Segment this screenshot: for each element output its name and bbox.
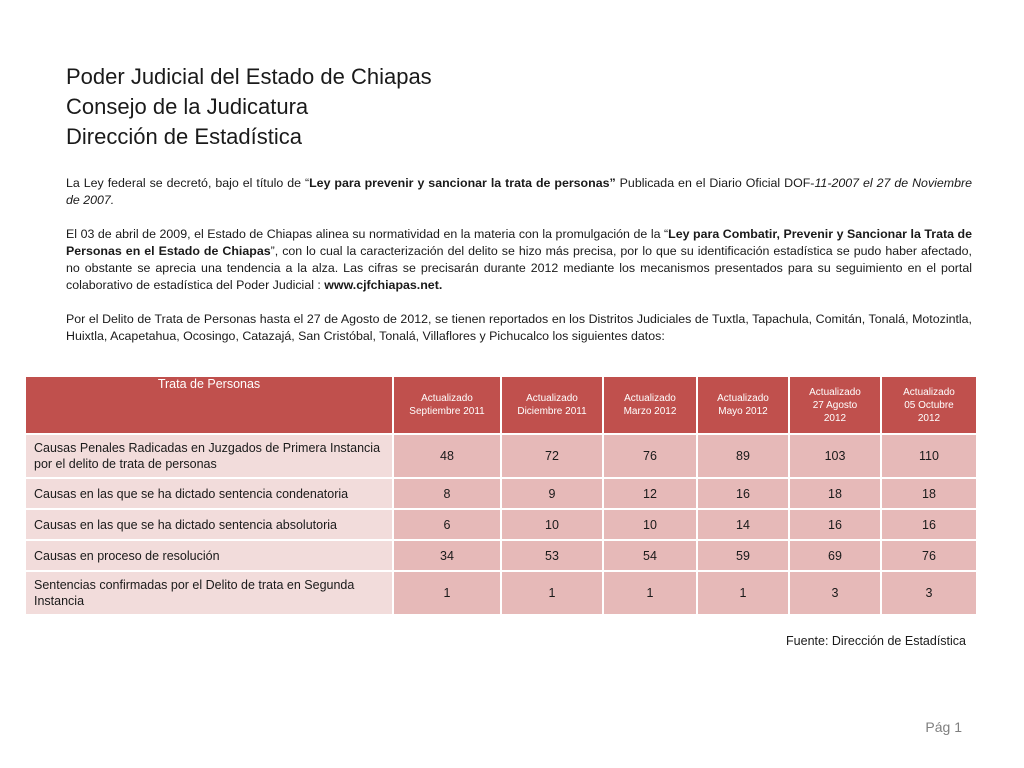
paragraph-ley-federal [66,175,972,209]
table-cell: 54 [603,540,697,571]
source-note: Fuente: Dirección de Estadística [786,634,966,648]
p2-url: www.cjfchiapas.net. [324,278,443,292]
table-row [25,434,977,478]
title-consejo: Consejo de la Judicatura [66,94,309,119]
col-header-ago-2012 [789,376,881,434]
paragraph-ley-chiapas [66,226,972,294]
table-cell: 14 [697,509,789,540]
table-cell: 1 [393,571,501,615]
table-cell: 76 [603,434,697,478]
table-cell: 89 [697,434,789,478]
table-cell: 3 [789,571,881,615]
table-row [25,509,977,540]
col-header-line: Diciembre 2011 [517,406,587,417]
table-row [25,571,977,615]
table-header-row [25,376,977,434]
trata-statistics-table [24,375,978,616]
table-cell: 59 [697,540,789,571]
paragraph-distritos: Por el Delito de Trata de Personas hasta el 27 de Agosto de 2012, se tienen reportados en los Distritos Judiciales de Tuxtla, Tapachula, Comitán, Tonalá, Motozintla, Huixtla, Acapetahua, Ocosingo, Catazajá, San Cristóbal, Tonalá, Villaflores y Pichucalco los siguientes datos: [66,312,972,343]
table-cell: 16 [697,478,789,509]
table-cell: 1 [697,571,789,615]
table-cell: 1 [501,571,603,615]
table-cell: 6 [393,509,501,540]
table-cell: 12 [603,478,697,509]
table-cell: 18 [881,478,977,509]
p1-law-title: Ley para prevenir y sancionar la trata de personas” [309,176,616,190]
table-cell: 48 [393,434,501,478]
col-header-mar-2012 [603,376,697,434]
table-cell: 10 [603,509,697,540]
table-cell: 72 [501,434,603,478]
table-cell: 10 [501,509,603,540]
col-header-line: 2012 [917,412,941,424]
p2-pre: El 03 de abril de 2009, el Estado de Chiapas alinea su normatividad en la materia con la promulgación de la “ [66,227,669,241]
row-label: Causas Penales Radicadas en Juzgados de Primera Instancia por el delito de trata de personas [25,434,393,478]
table-cell: 69 [789,540,881,571]
col-header-line: Actualizado [624,393,676,404]
p2-law-title: Ley para Combatir, Prevenir y Sancionar la Trata de Personas en el Estado de Chiapas [66,227,973,258]
table-cell: 16 [789,509,881,540]
col-header-line: Actualizado [421,393,473,404]
col-header-line: Actualizado [903,386,955,398]
p2-post: ”, con lo cual la caracterización del delito se hizo más precisa, por lo que su identificación estadística se pudo haber afectado, no obstante se aprecia una tendencia a la alza. Las cifras se precisarán durante 2012 mediante los mecanismos presentados para su seguimiento en el portal colaborativo de estadística del Poder Judicial : [66,244,972,292]
title-direccion: Dirección de Estadística [66,124,302,149]
col-header-line: 2012 [823,412,847,424]
p1-mid: Publicada en el Diario Oficial DOF- [615,176,815,190]
table-cell: 18 [789,478,881,509]
row-label: Causas en las que se ha dictado sentencia absolutoria [25,509,393,540]
col-header-line: Actualizado [809,386,861,398]
table-row [25,540,977,571]
row-label: Causas en proceso de resolución [25,540,393,571]
col-header-line: Marzo 2012 [623,406,677,417]
col-header-sep-2011 [393,376,501,434]
col-header-line: 05 Octubre [904,399,954,411]
col-header-line: Actualizado [526,393,578,404]
page-number: Pág 1 [925,719,962,735]
row-label: Sentencias confirmadas por el Delito de trata en Segunda Instancia [25,571,393,615]
table-cell: 3 [881,571,977,615]
table-cell: 1 [603,571,697,615]
table-cell: 9 [501,478,603,509]
col-header-dic-2011 [501,376,603,434]
table-cell: 16 [881,509,977,540]
table-cell: 110 [881,434,977,478]
col-header-line: Septiembre 2011 [409,406,485,417]
p1-pre: La Ley federal se decretó, bajo el título de “ [66,176,310,190]
table-cell: 76 [881,540,977,571]
row-label: Causas en las que se ha dictado sentencia condenatoria [25,478,393,509]
table-cell: 53 [501,540,603,571]
col-header-oct-2012 [881,376,977,434]
table-cell: 8 [393,478,501,509]
table-cell: 103 [789,434,881,478]
col-header-line: Mayo 2012 [718,406,768,417]
col-header-may-2012 [697,376,789,434]
col-header-line: 27 Agosto [812,399,858,411]
document-title-block [66,62,432,152]
table-cell: 34 [393,540,501,571]
table-row [25,478,977,509]
table-header-trata: Trata de Personas [25,376,393,434]
p1-date: 11-2007 el 27 de Noviembre de 2007. [66,176,973,207]
col-header-line: Actualizado [717,393,769,404]
title-poder-judicial: Poder Judicial del Estado de Chiapas [66,64,432,89]
